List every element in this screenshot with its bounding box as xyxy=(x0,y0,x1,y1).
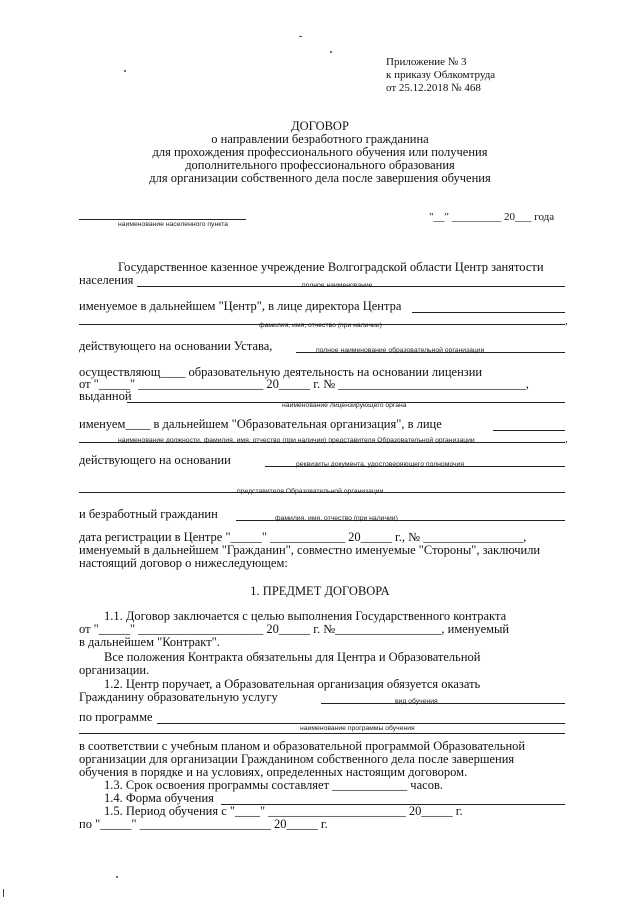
clause-1-5-line-1: 1.5. Период обучения с "____" ______________________ 20_____ г. xyxy=(104,804,463,818)
license-line-3: выданной xyxy=(79,389,132,403)
title-main: ДОГОВОР xyxy=(291,119,349,133)
clause-1-2-line-1: 1.2. Центр поручает, а Образовательная организация обязуется оказать xyxy=(104,677,481,691)
comma: , xyxy=(565,433,568,445)
scan-speck xyxy=(3,889,4,897)
caption-representative: представителя Образовательной организации xyxy=(237,488,384,495)
license-line-2: от "_____" ____________________ 20_____ г. № ______________________________, xyxy=(79,377,529,391)
clause-1-1-line-2: от "_____" ____________________ 20_____ г. №_________________, именуемый xyxy=(79,622,510,636)
section-heading: 1. ПРЕДМЕТ ДОГОВОРА xyxy=(250,584,390,598)
clause-1-2-line-2: Гражданину образовательную услугу xyxy=(79,690,278,704)
director-name-line xyxy=(412,312,565,313)
clause-1-1-line-3: в дальнейшем "Контракт". xyxy=(79,635,220,649)
caption-edu-type: вид обучения xyxy=(395,698,438,705)
registration-line-1: дата регистрации в Центре "_____" ____________ 20_____ г., № ________________, xyxy=(79,530,527,544)
accordance-line-1: в соответствии с учебным планом и образовательной программой Образовательной xyxy=(79,739,526,753)
clause-1-3: 1.3. Срок освоения программы составляет ____________ часов. xyxy=(104,778,443,792)
caption-fio: фамилия, имя, отчество (при наличии) xyxy=(259,322,382,329)
clause-1-4: 1.4. Форма обучения xyxy=(104,791,214,805)
title-sub-3: дополнительного профессионального образования xyxy=(185,158,455,172)
title-sub-2: для прохождения профессионального обучения или получения xyxy=(152,145,488,159)
caption-full-name: полное наименование xyxy=(302,282,373,289)
scan-speck xyxy=(299,36,302,37)
caption-fio-2: фамилия, имя, отчество (при наличии) xyxy=(275,515,398,522)
basis-line: действующего на основании xyxy=(79,453,231,467)
center-director-line: именуемое в дальнейшем "Центр", в лице директора Центра xyxy=(79,299,402,313)
edu-type-line xyxy=(321,703,565,704)
title-sub-4: для организации собственного дела после завершения обучения xyxy=(149,171,491,185)
caption-position: наименование должности, фамилия, имя, отчество (при наличии) представителя Образовательной организации xyxy=(118,437,475,444)
citizen-line: и безработный гражданин xyxy=(79,507,218,521)
registration-line-3: настоящий договор о нижеследующем: xyxy=(79,556,288,570)
scan-speck xyxy=(116,876,118,878)
appendix-line-3: от 25.12.2018 № 468 xyxy=(386,82,481,94)
clause-1-5-line-2: по "_____" _____________________ 20_____ г. xyxy=(79,817,328,831)
accordance-line-3: обучения в порядке и на условиях, определенных настоящим договором. xyxy=(79,765,468,779)
license-line-1: осуществляющ____ образовательную деятельность на основании лицензии xyxy=(79,365,483,379)
accordance-line-2: организации для организации Гражданином собственного дела после завершения xyxy=(79,752,515,766)
appendix-line-2: к приказу Облкомтруда xyxy=(386,69,496,81)
contract-date: "__" _________ 20___ года xyxy=(429,211,555,223)
clause-1-1-line-1: 1.1. Договор заключается с целью выполнения Государственного контракта xyxy=(104,609,507,623)
party-center-line-2: населения xyxy=(79,273,134,287)
program-line-2 xyxy=(79,733,565,734)
appendix-line-1: Приложение № 3 xyxy=(386,56,467,68)
program-label: по программе xyxy=(79,710,153,724)
scan-speck xyxy=(330,51,332,53)
caption-license-org: наименование лицензирующего органа xyxy=(282,402,407,409)
basis-charter-line: действующего на основании Устава, xyxy=(79,339,273,353)
caption-requisites: реквизиты документа, удостоверяющего полномочия xyxy=(296,461,465,468)
provisions-line-1: Все положения Контракта обязательны для Центра и Образовательной xyxy=(104,650,481,664)
caption-org-full: полное наименование образовательной организации xyxy=(316,347,485,354)
registration-line-2: именуемый в дальнейшем "Гражданин", совместно именуемые "Стороны", заключили xyxy=(79,543,541,557)
place-line xyxy=(79,219,246,220)
party-center-line-1: Государственное казенное учреждение Волгоградской области Центр занятости xyxy=(118,260,544,274)
program-line xyxy=(157,723,565,724)
representative-short-line xyxy=(493,430,565,431)
caption-program: наименование программы обучения xyxy=(300,725,415,732)
scan-speck xyxy=(124,70,126,72)
edu-org-line: именуем____ в дальнейшем "Образовательная организация", в лице xyxy=(79,417,442,431)
provisions-line-2: организации. xyxy=(79,663,150,677)
title-sub-1: о направлении безработного гражданина xyxy=(211,132,429,146)
place-caption: наименование населенного пункта xyxy=(118,221,229,228)
comma: , xyxy=(565,315,568,327)
